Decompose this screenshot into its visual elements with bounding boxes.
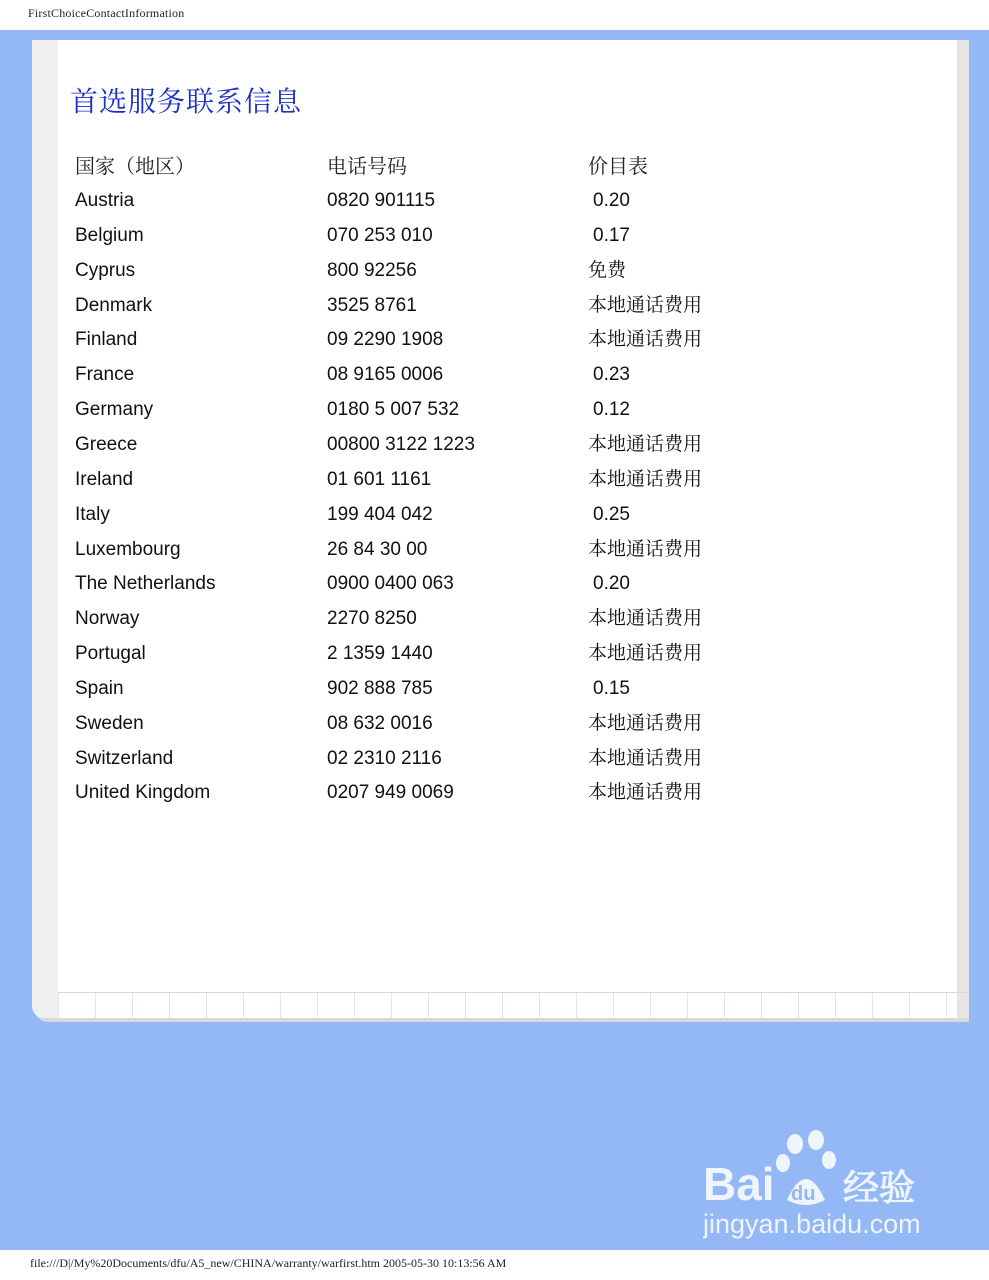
row-country: Norway <box>75 608 140 629</box>
row-cost: 0.17 <box>593 225 630 246</box>
row-phone: 09 2290 1908 <box>327 329 444 350</box>
row-cost: 0.20 <box>593 190 630 211</box>
row-country: Austria <box>75 190 135 211</box>
row-cost: 本地通话费用 <box>588 642 703 664</box>
row-phone: 3525 8761 <box>327 295 417 316</box>
row-country: Luxembourg <box>75 539 181 560</box>
panel-bottom-grid <box>58 992 968 1019</box>
row-phone: 0900 0400 063 <box>327 573 454 594</box>
row-country: Italy <box>75 504 110 525</box>
row-cost: 本地通话费用 <box>588 747 703 769</box>
row-cost: 本地通话费用 <box>588 468 703 490</box>
row-cost: 本地通话费用 <box>588 294 703 316</box>
row-phone: 070 253 010 <box>327 225 433 246</box>
row-cost: 本地通话费用 <box>588 781 703 803</box>
row-phone: 0180 5 007 532 <box>327 399 460 420</box>
row-country: Portugal <box>75 643 146 664</box>
row-country: Spain <box>75 678 124 699</box>
watermark-paw-text: du <box>791 1183 816 1205</box>
row-cost: 本地通话费用 <box>588 328 703 350</box>
row-country: Ireland <box>75 469 134 490</box>
row-phone: 0207 949 0069 <box>327 782 454 803</box>
row-cost: 本地通话费用 <box>588 712 703 734</box>
row-country: United Kingdom <box>75 782 211 803</box>
row-phone: 902 888 785 <box>327 678 433 699</box>
row-phone: 08 632 0016 <box>327 713 433 734</box>
row-country: Greece <box>75 434 138 455</box>
header-country: 国家（地区） <box>75 154 195 178</box>
row-phone: 0820 901115 <box>327 190 436 211</box>
row-phone: 02 2310 2116 <box>327 748 442 769</box>
row-cost: 本地通话费用 <box>588 433 703 455</box>
print-footer: file:///D|/My%20Documents/dfu/A5_new/CHINA/warranty/warfirst.htm 2005-05-30 10:13:56 AM <box>30 1256 507 1270</box>
row-phone: 26 84 30 00 <box>327 539 428 560</box>
header-cost: 价目表 <box>588 154 648 178</box>
watermark-brand: Bai <box>703 1158 775 1210</box>
row-cost: 本地通话费用 <box>588 607 703 629</box>
row-phone: 00800 3122 1223 <box>327 434 475 455</box>
content-panel <box>32 40 957 1018</box>
baidu-jingyan-watermark <box>703 1130 933 1245</box>
watermark-url: jingyan.baidu.com <box>703 1209 921 1239</box>
row-cost: 免费 <box>588 259 627 281</box>
row-country: France <box>75 364 135 385</box>
row-phone: 199 404 042 <box>327 504 433 525</box>
watermark-brand2: 经验 <box>843 1168 916 1209</box>
header-phone: 电话号码 <box>327 154 407 178</box>
print-header: FirstChoiceContactInformation <box>28 6 185 20</box>
panel-scrollbar-strip <box>957 40 969 1018</box>
row-phone: 01 601 1161 <box>327 469 432 490</box>
row-cost: 0.12 <box>593 399 630 420</box>
row-cost: 0.15 <box>593 678 630 699</box>
row-phone: 08 9165 0006 <box>327 364 444 385</box>
row-country: Denmark <box>75 295 153 316</box>
row-phone: 800 92256 <box>327 260 417 281</box>
row-cost: 0.23 <box>593 364 630 385</box>
row-country: Cyprus <box>75 260 136 281</box>
row-cost: 本地通话费用 <box>588 538 703 560</box>
row-country: Germany <box>75 399 154 420</box>
row-cost: 0.25 <box>593 504 630 525</box>
row-phone: 2 1359 1440 <box>327 643 433 664</box>
row-country: Belgium <box>75 225 144 246</box>
row-country: The Netherlands <box>75 573 216 594</box>
row-country: Switzerland <box>75 748 174 769</box>
row-country: Finland <box>75 329 138 350</box>
row-country: Sweden <box>75 713 144 734</box>
page-title: 首选服务联系信息 <box>70 85 303 118</box>
row-cost: 0.20 <box>593 573 630 594</box>
row-phone: 2270 8250 <box>327 608 417 629</box>
